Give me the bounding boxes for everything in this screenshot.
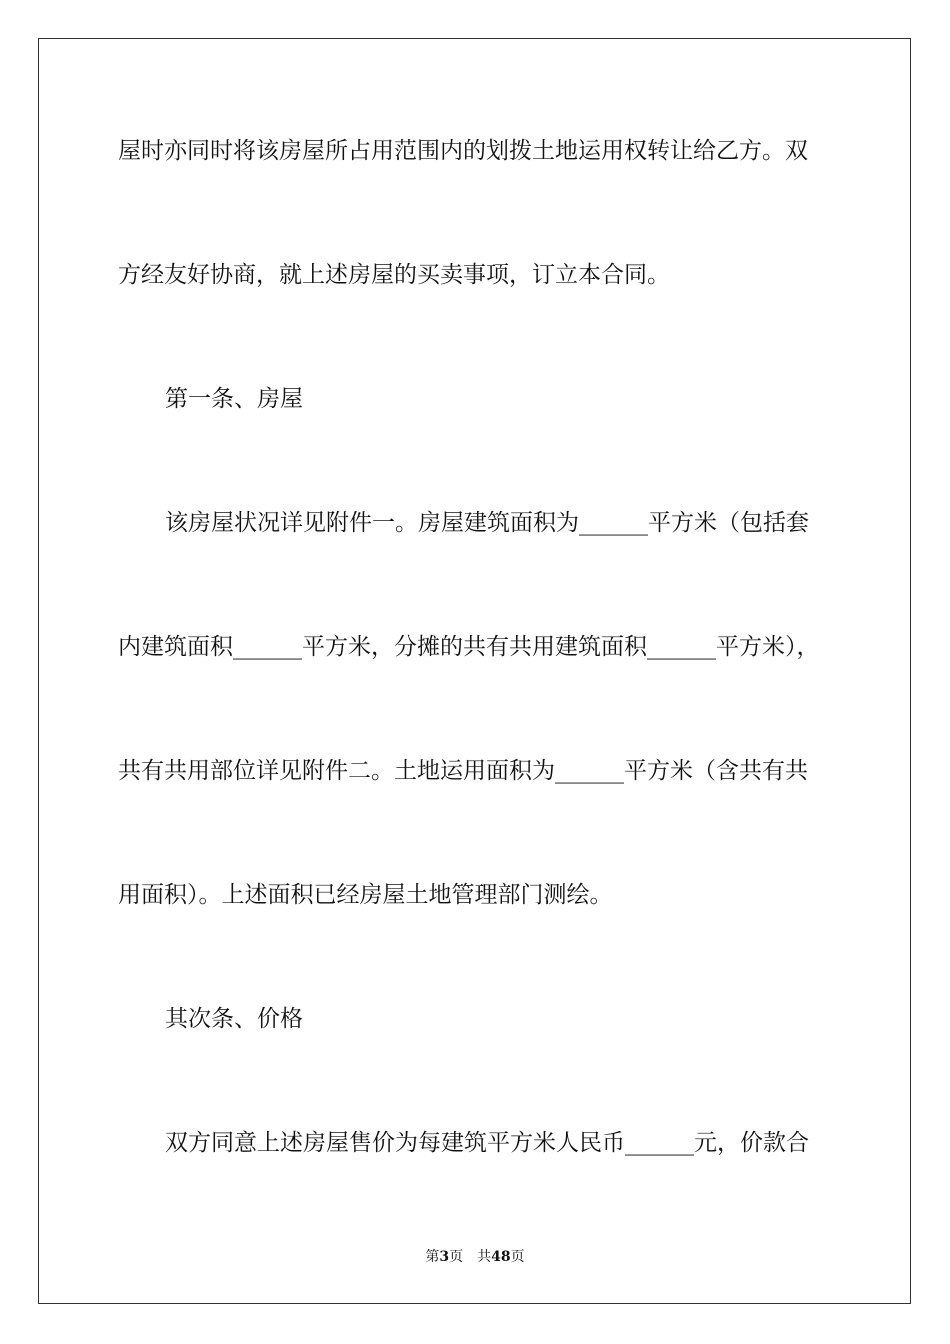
paragraph-line: 用面积）。上述面积已经房屋土地管理部门测绘。	[118, 882, 613, 908]
paragraph-line: 双方同意上述房屋售价为每建筑平方米人民币______元，价款合	[165, 1130, 809, 1156]
page-current: 3	[439, 1249, 450, 1265]
paragraph-line: 内建筑面积______平方米，分摊的共有共用建筑面积______平方米），	[118, 634, 820, 660]
section-heading: 第一条、房屋	[165, 386, 303, 412]
section-heading: 其次条、价格	[165, 1006, 303, 1032]
page-border	[38, 38, 911, 1304]
page-total: 48	[491, 1249, 511, 1265]
page-suffix: 页	[510, 1249, 525, 1265]
page-footer	[0, 1246, 950, 1266]
paragraph-line: 方经友好协商，就上述房屋的买卖事项，订立本合同。	[118, 262, 670, 288]
paragraph-line: 该房屋状况详见附件一。房屋建筑面积为______平方米（包括套	[165, 510, 809, 536]
page-prefix: 第	[425, 1249, 440, 1265]
page-mid: 页 共	[449, 1249, 492, 1265]
paragraph-line: 屋时亦同时将该房屋所占用范围内的划拨土地运用权转让给乙方。双	[118, 138, 808, 164]
paragraph-line: 共有共用部位详见附件二。土地运用面积为______平方米（含共有共	[118, 758, 808, 784]
